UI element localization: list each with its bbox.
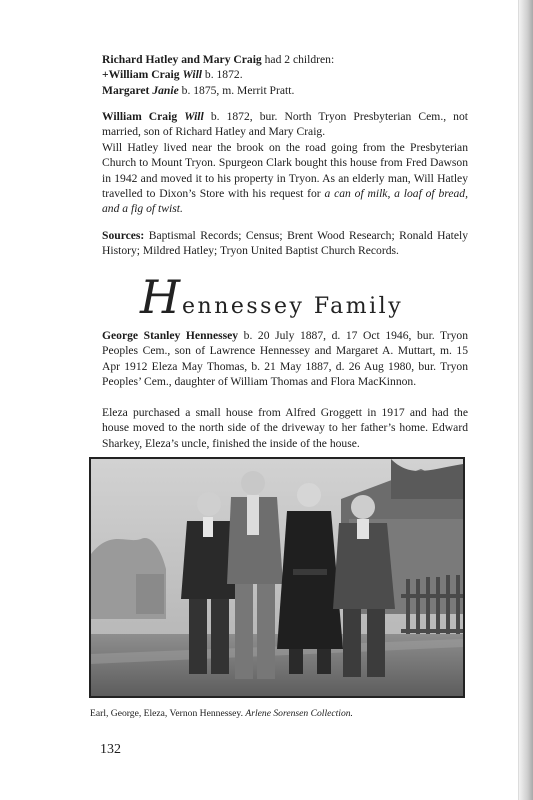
child-william-nickname: Will (182, 68, 203, 82)
family-photograph (89, 457, 465, 698)
page-number: 132 (100, 742, 121, 757)
parents-names: Richard Hatley and Mary Craig (102, 53, 262, 66)
sources-paragraph (102, 228, 468, 259)
child-william-name: +William Craig (102, 68, 183, 82)
hatley-children-list (102, 52, 468, 98)
caption-credit: Arlene Sorensen Collection. (245, 708, 353, 719)
child-william-details: b. 1872. (202, 68, 243, 82)
sources-label: Sources: (102, 229, 145, 242)
caption-names: Earl, George, Eleza, Vernon Hennessey. (90, 708, 246, 719)
george-entry (102, 328, 468, 389)
william-nickname: Will (184, 110, 204, 123)
george-details: b. 20 July 1887, d. 17 Oct 1946, bur. Tryon Peoples Cem., son of Lawrence Hennessey and Margaret A. Muttart, m. 15 Apr 1912 Eleza May Thomas, b. 21 May 1887, d. 26 Aug 1980, bur. Tryon Peoples’ Cem., daughter of William Thomas and Flora MacKinnon. (102, 329, 468, 388)
william-name: William Craig (102, 110, 185, 123)
william-details: b. 1872, bur. North Tryon Presbyterian Cem., not married, son of Richard Hatley and Mary Craig. (102, 110, 468, 139)
section-title-initial: H (140, 270, 181, 324)
george-name: George Stanley Hennessey (102, 329, 239, 342)
william-entry (102, 109, 468, 140)
sources-text: Baptismal Records; Census; Brent Wood Research; Ronald Hately History; Mildred Hatley; Tryon United Baptist Church Records. (102, 229, 468, 258)
child-margaret-nickname: Janie (152, 83, 179, 97)
photo-caption (90, 708, 353, 719)
will-story-paragraph (102, 140, 468, 216)
child-margaret-name: Margaret (102, 83, 153, 97)
will-story-text: Will Hatley lived near the brook on the road going from the Presbyterian Church to Mount Tryon. Spurgeon Clark bought this house from Fred Dawson in 1942 and moved it to his property in Tryon. As an elderly man, Will Hatley travelled to Dixon’s Store with his request for (102, 141, 468, 200)
child-margaret-details: b. 1875, m. Merrit Pratt. (178, 83, 295, 97)
will-story-quote: a can of milk, a loaf of bread, and a fig of twist. (102, 186, 468, 216)
family-photo-image (91, 459, 463, 696)
eleza-story-paragraph: Eleza purchased a small house from Alfred Groggett in 1917 and had the house moved to the north side of the driveway to her father’s home. Edward Sharkey, Eleza’s uncle, finished the inside of the house. (102, 406, 468, 450)
children-count-text: had 2 children: (261, 53, 335, 66)
section-title-rest: ennessey Family (182, 294, 404, 319)
section-title (140, 270, 440, 326)
